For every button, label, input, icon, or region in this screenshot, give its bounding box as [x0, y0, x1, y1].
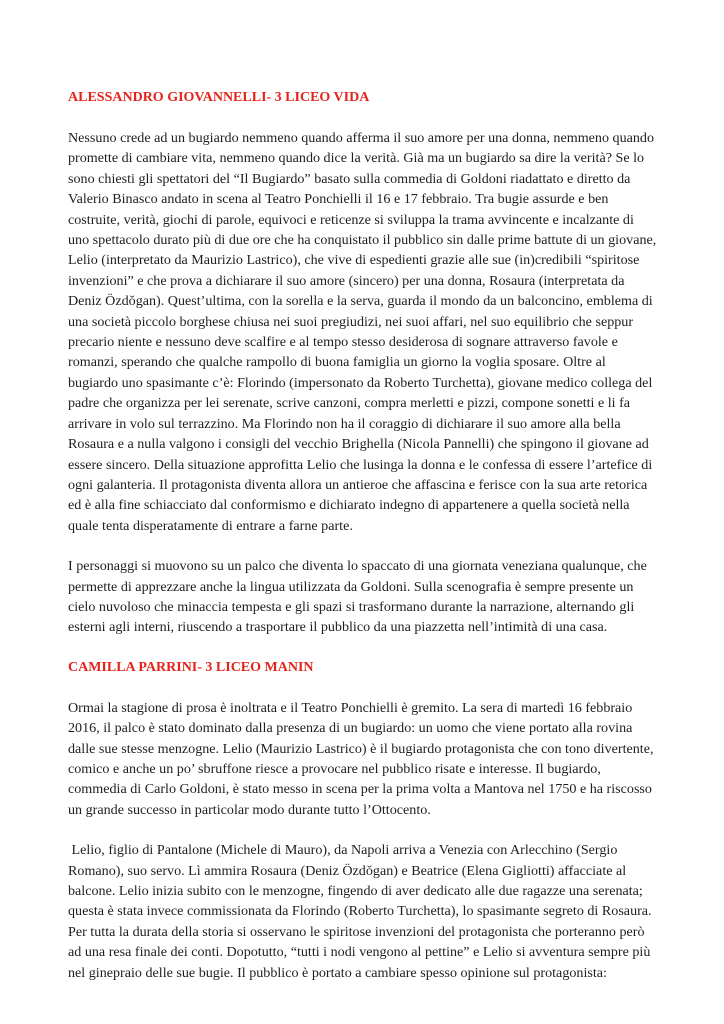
paragraph-giovannelli-1: Nessuno crede ad un bugiardo nemmeno quando afferma il suo amore per una donna, nemmeno quando promette di cambiare vita, nemmeno quando dice la verità. Già ma un bugiardo sa dire la verità? Se lo sono chiesti gli spettatori del “Il Bugiardo” basato sulla commedia di Goldoni riadattato e diretto da Valerio Binasco andato in scena al Teatro Ponchielli il 16 e 17 febbraio. Tra bugie assurde e ben costruite, verità, giochi di parole, equivoci e reticenze si sviluppa la trama avvincente e incalzante di uno spettacolo durato più di due ore che ha conquistato il pubblico sin dalle prime battute di un giovane, Lelio (interpretato da Maurizio Lastrico), che vive di espedienti grazie alle sue (in)credibili “spiritose invenzioni” e che prova a dichiarare il suo amore (sincero) per una donna, Rosaura (interpretata da Deniz Özdŏgan). Quest’ultima, con la sorella e la serva, guarda il mondo da un balconcino, emblema di una società piccolo borghese chiusa nei suoi pregiudizi, nei suoi affari, nel suo equilibrio che seppur precario niente e nessuno deve scalfire e al tempo stesso desiderosa di sognare attraverso favole e romanzi, sperando che qualche rampollo di buona famiglia un giorno la voglia sposare. Oltre al bugiardo uno spasimante c’è: Florindo (impersonato da Roberto Turchetta), giovane medico collega del padre che organizza per lei serenate, scrive canzoni, compra merletti e pizzi, compone sonetti e li fa arrivare in volo sul terrazzino. Ma Florindo non ha il coraggio di dichiarare il suo amore alla bella Rosaura e a nulla valgono i consigli del vecchio Brighella (Nicola Pannelli) che spingono il giovane ad essere sincero. Della situazione approfitta Lelio che lusinga la donna e le confessa di essere l’artefice di ogni galanteria. Il protagonista diventa allora un antieroe che affascina e ferisce con la sua arte retorica ed è alla fine schiacciato dal conformismo e dichiarato indegno di appartenere a quella società nella quale tenta disperatamente di entrare a farne parte.: [68, 130, 657, 534]
paragraph-parrini-2: Lelio, figlio di Pantalone (Michele di Mauro), da Napoli arriva a Venezia con Arlecchino (Sergio Romano), suo servo. Lì ammira Rosaura (Deniz Özdŏgan) e Beatrice (Elena Gigliotti) affacciate al balcone. Lelio inizia subito con le menzogne, fingendo di aver dedicato alle due ragazze una serenata; questa è stata invece commissionata da Florindo (Roberto Turchetta), lo spasimante segreto di Rosaura. Per tutta la durata della storia si osservano le spiritose invenzioni del protagonista che porteranno però ad una resa finale dei conti. Dopotutto, “tutti i nodi vengono al pettine” e Lelio si avventura sempre più nel ginepraio delle sue bugie. Il pubblico è portato a cambiare spesso opinione sul protagonista:: [68, 842, 656, 981]
paragraph-parrini-1: Ormai la stagione di prosa è inoltrata e il Teatro Ponchielli è gremito. La sera di martedì 16 febbraio 2016, il palco è stato dominato dalla presenza di un bugiardo: un uomo che viene portato alla rovina dalle sue stesse menzogne. Lelio (Maurizio Lastrico) è il bugiardo protagonista che con tono divertente, comico e anche un po’ sbruffone riesce a provocare nel pubblico risate e interesse. Il bugiardo, commedia di Carlo Goldoni, è stato messo in scena per la prima volta a Mantova nel 1750 e ha riscosso un grande successo in particolar modo durante tutto l’Ottocento.: [68, 699, 654, 818]
paragraph-giovannelli-2: I personaggi si muovono su un palco che diventa lo spaccato di una giornata veneziana qualunque, che permette di apprezzare anche la lingua utilizzata da Goldoni. Sulla scenografia è sempre presente un cielo nuvoloso che minaccia tempesta e gli spazi si trasformano durante la narrazione, alternando gli esterni agli interni, riuscendo a trasportare il pubblico da una piazzetta nell’intimità di una casa.: [68, 558, 647, 636]
section-heading-giovannelli: ALESSANDRO GIOVANNELLI- 3 LICEO VIDA: [68, 90, 370, 105]
section-heading-parrini: CAMILLA PARRINI- 3 LICEO MANIN: [68, 659, 314, 675]
document-body: [68, 88, 658, 1003]
